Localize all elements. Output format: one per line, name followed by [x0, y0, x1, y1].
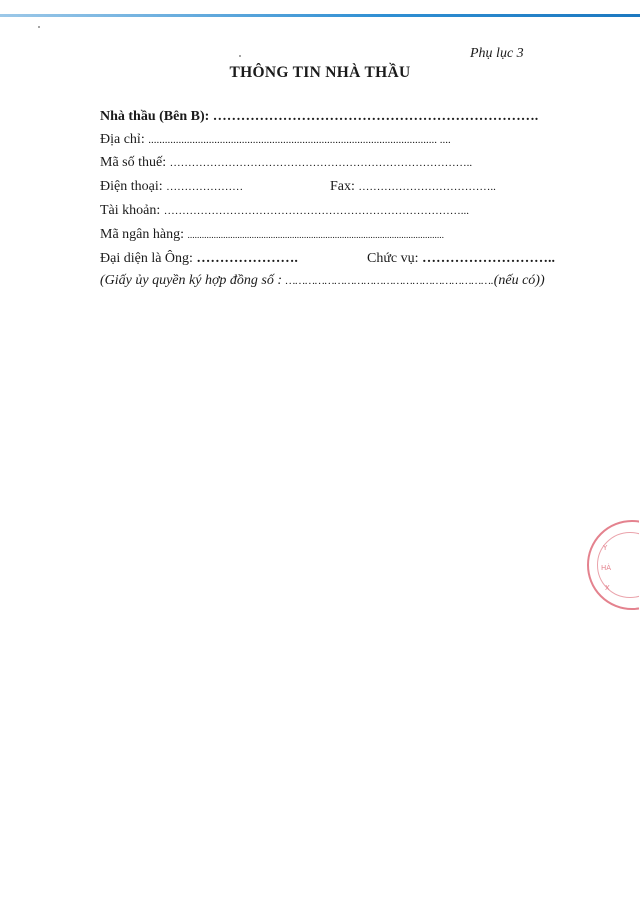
- address-field[interactable]: ......................................................................................................... ....: [148, 134, 451, 146]
- address-label: Địa chỉ:: [100, 132, 145, 147]
- phone-row: [100, 178, 243, 196]
- seal-text: X: [605, 584, 610, 592]
- fax-label: Fax:: [330, 179, 355, 194]
- phone-label: Điện thoại:: [100, 179, 163, 194]
- position-label: Chức vụ:: [367, 251, 419, 266]
- seal-text: HÀ: [601, 564, 612, 572]
- authorization-suffix: (nếu có)): [493, 273, 545, 288]
- tax-code-row: [100, 154, 472, 172]
- seal-stamp: [583, 520, 639, 615]
- seal-text: Y: [603, 544, 608, 552]
- top-border-line: [0, 14, 640, 17]
- position-field[interactable]: ………………………..: [422, 251, 556, 266]
- bank-code-field[interactable]: ............................................................................................................: [187, 231, 444, 241]
- representative-row: [100, 250, 298, 268]
- position-row: [367, 250, 555, 268]
- address-row: [100, 131, 451, 149]
- account-field[interactable]: ………………………………………………………………………...: [163, 205, 470, 217]
- contractor-field[interactable]: …………………………………………………………….: [212, 109, 539, 124]
- scan-speck: [38, 26, 40, 28]
- authorization-field[interactable]: ……………………………………………………….: [285, 275, 494, 287]
- scan-speck: [239, 55, 241, 57]
- representative-label: Đại diện là Ông:: [100, 251, 193, 266]
- representative-field[interactable]: ………………….: [196, 251, 298, 266]
- bank-code-label: Mã ngân hàng:: [100, 227, 184, 242]
- fax-field[interactable]: ………………………………..: [358, 181, 496, 193]
- phone-field[interactable]: …………………: [166, 181, 244, 193]
- authorization-prefix: (Giấy ủy quyền ký hợp đồng số :: [100, 273, 283, 288]
- account-row: [100, 202, 469, 220]
- page-title: THÔNG TIN NHÀ THẦU: [229, 64, 411, 81]
- tax-code-label: Mã số thuế:: [100, 155, 167, 170]
- account-label: Tài khoản:: [100, 203, 161, 218]
- bank-code-row: [100, 226, 444, 245]
- appendix-label: Phụ lục 3: [470, 46, 524, 61]
- fax-row: [330, 178, 496, 196]
- authorization-row: [100, 272, 545, 290]
- contractor-label: Nhà thầu (Bên B):: [100, 109, 210, 124]
- tax-code-field[interactable]: ………………………………………………………………………..: [169, 157, 473, 169]
- contractor-row: [100, 108, 538, 126]
